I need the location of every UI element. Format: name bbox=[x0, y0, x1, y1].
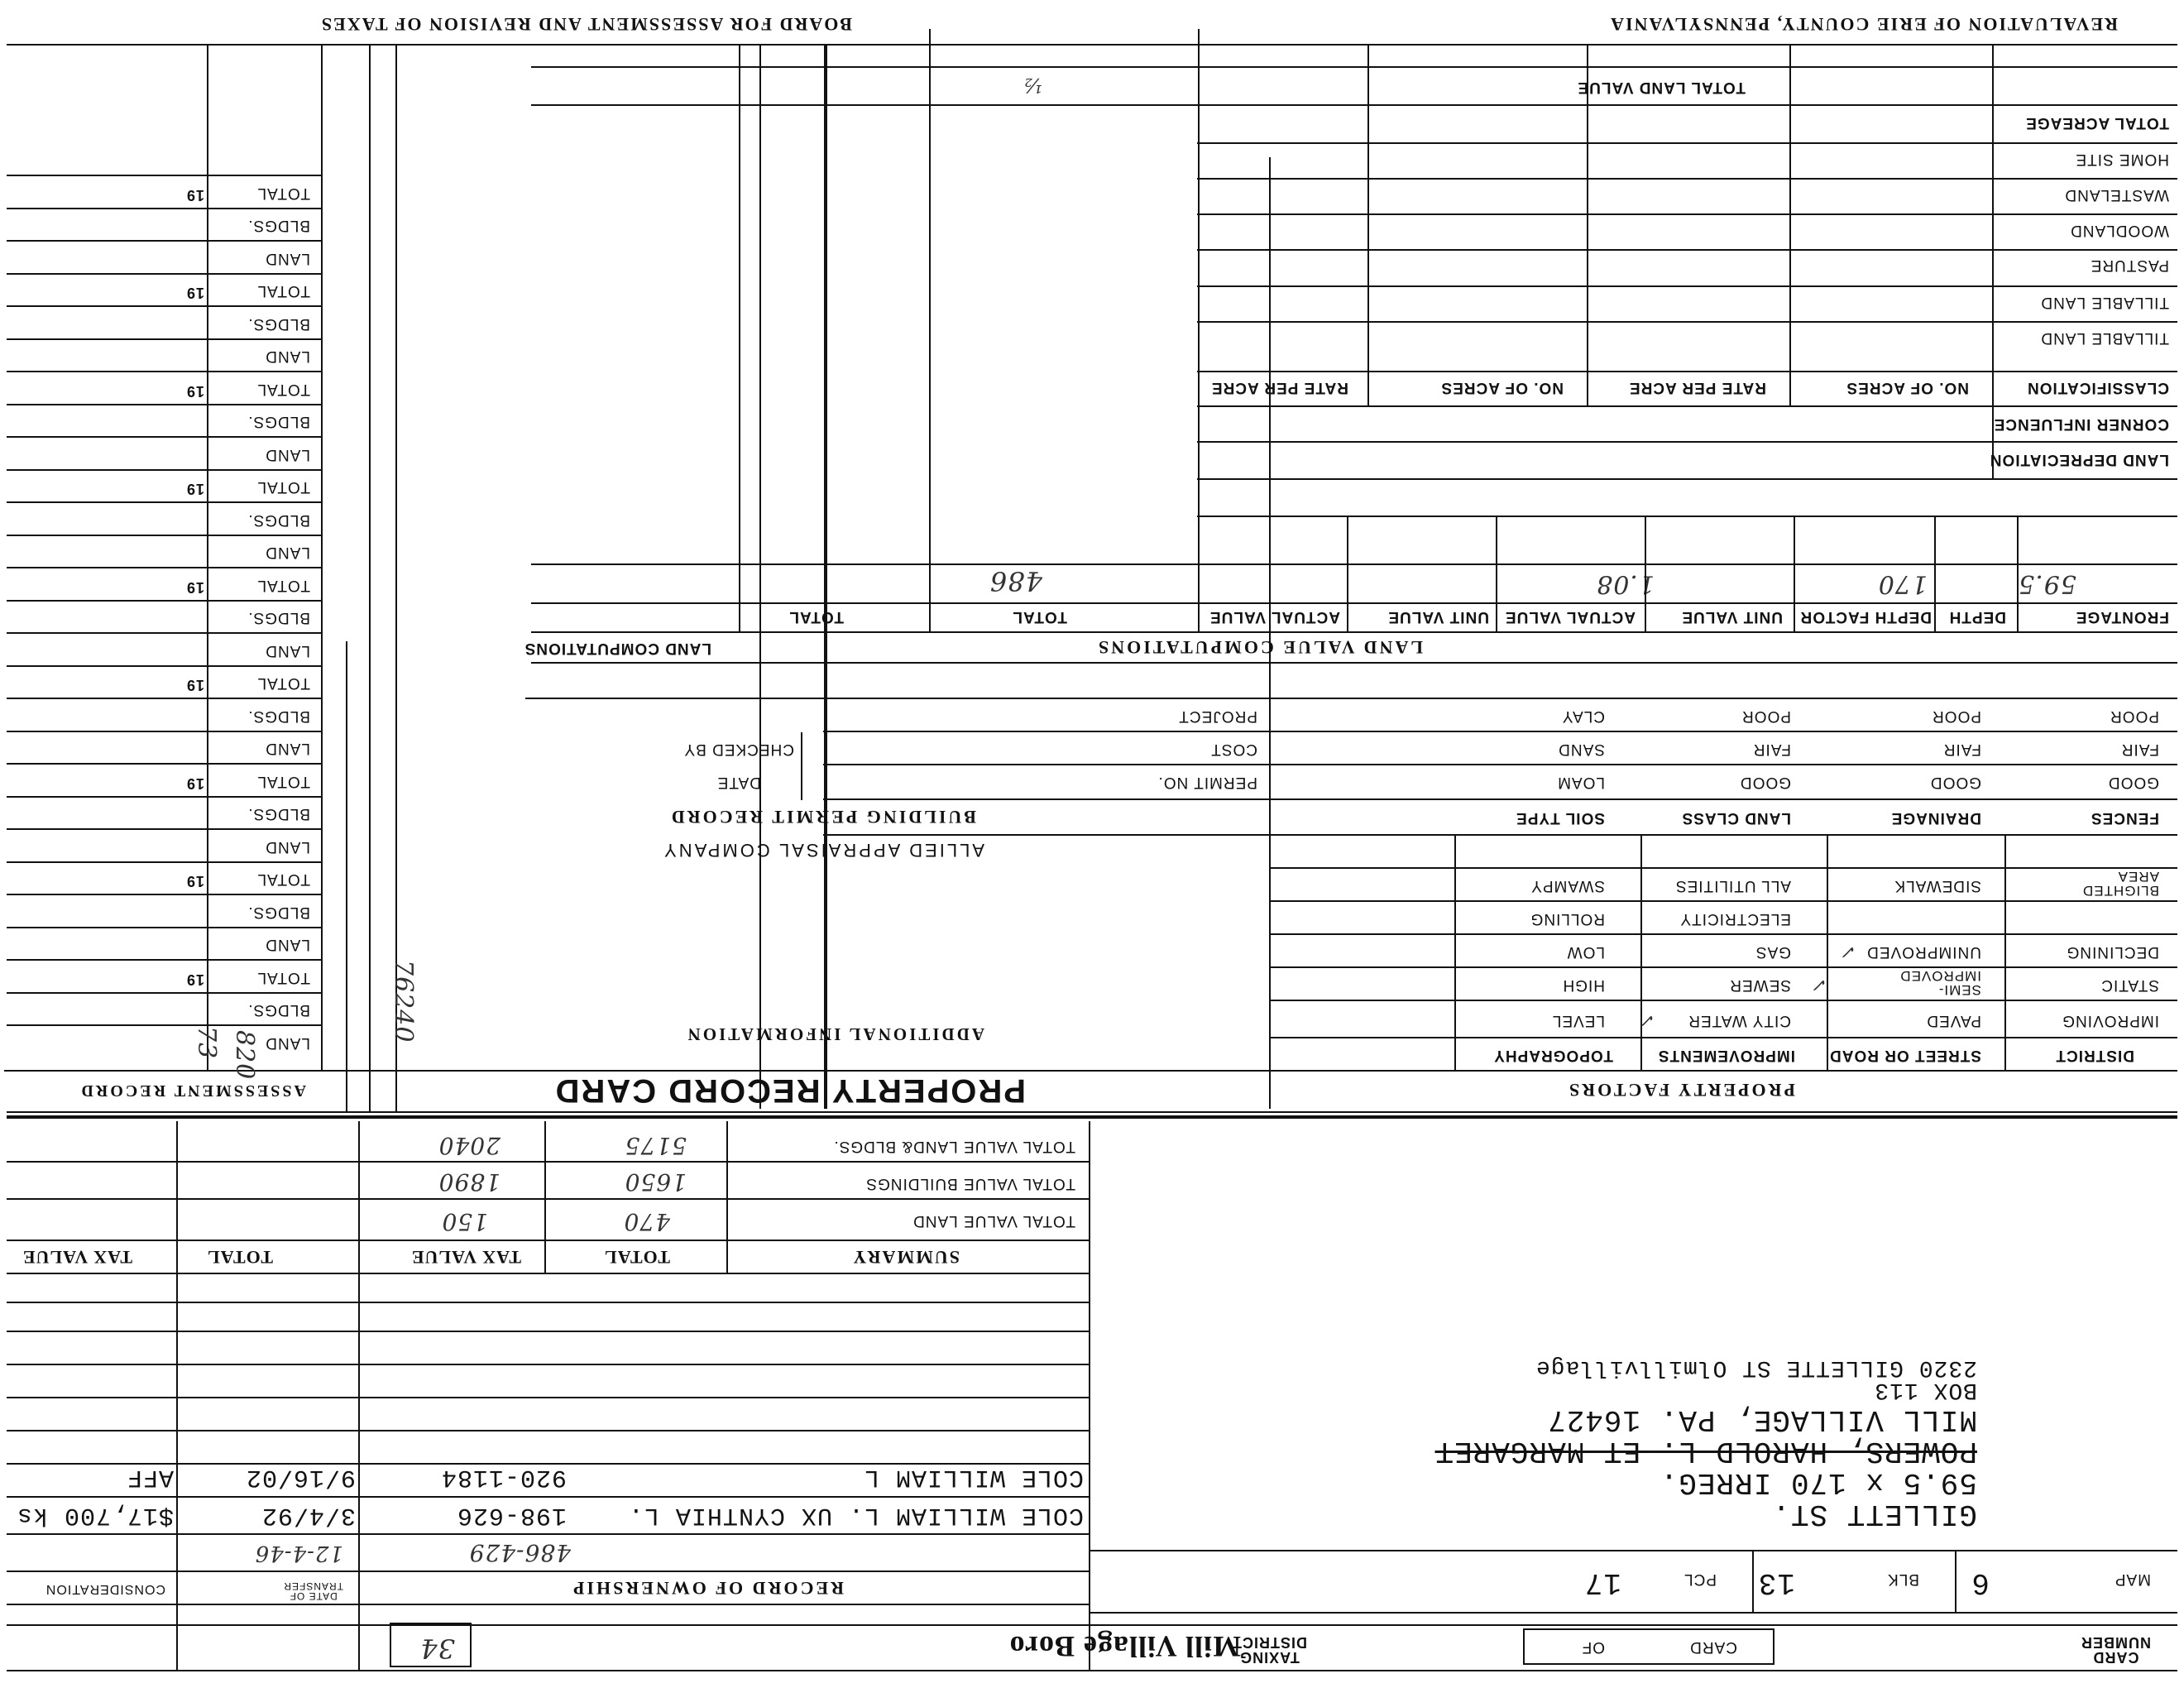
lvc-total-header-2: TOTAL bbox=[788, 608, 844, 626]
corner-influence-label: CORNER INFLUENCE bbox=[1993, 415, 2169, 433]
rule bbox=[1827, 836, 1828, 1072]
drainage-header: DRAINAGE bbox=[1890, 809, 1981, 827]
rule bbox=[7, 1533, 1090, 1535]
summary-land-tax: 150 bbox=[441, 1208, 488, 1235]
rule bbox=[1496, 517, 1497, 633]
classification-label: CLASSIFICATION bbox=[2027, 379, 2169, 396]
address-line-dimensions: 59.5 x 170 IRREG. bbox=[1659, 1465, 1977, 1499]
imp-electricity: ELECTRICITY bbox=[1679, 910, 1791, 928]
rule bbox=[1271, 1000, 2177, 1001]
blk-value: 13 bbox=[1757, 1566, 1795, 1599]
rule bbox=[1198, 29, 1200, 633]
address-line-box: BOX 113 bbox=[1874, 1377, 1977, 1403]
assessment-row-label: BLDGS. bbox=[247, 707, 310, 725]
street-paved: PAVED bbox=[1926, 1012, 1981, 1029]
rule bbox=[7, 404, 323, 405]
assessment-row-label: BLDGS. bbox=[247, 805, 310, 823]
rule bbox=[7, 502, 323, 504]
assessment-row-label: TOTAL bbox=[256, 773, 310, 790]
assessment-year-prefix: 19 bbox=[185, 677, 204, 694]
assessment-row-label: TOTAL bbox=[256, 870, 310, 889]
drainage-fair: FAIR bbox=[1942, 741, 1981, 758]
pasture: PASTURE bbox=[2090, 257, 2169, 274]
rule bbox=[759, 46, 761, 1109]
fences-good: GOOD bbox=[2107, 774, 2159, 791]
rule bbox=[7, 1273, 1090, 1274]
rule bbox=[7, 960, 323, 961]
summary-buildings-tax: 1890 bbox=[438, 1168, 500, 1196]
assessment-row-label: BLDGS. bbox=[247, 1001, 310, 1019]
taxing-district-label: TAXING DISTRICT bbox=[1232, 1634, 1307, 1666]
lvc-unit-value-header-2: UNIT VALUE bbox=[1387, 608, 1489, 626]
rule bbox=[7, 1364, 1090, 1365]
permit-date-label: DATE bbox=[716, 774, 761, 791]
assessment-row-label: LAND bbox=[265, 1034, 310, 1052]
rule bbox=[1090, 1550, 2177, 1551]
ownership-row-3-name: COLE WILLIAM L bbox=[863, 1463, 1084, 1491]
district-code: 34 bbox=[419, 1633, 455, 1664]
tillable-land-1: TILLABLE LAND bbox=[2040, 329, 2169, 347]
improvements-header: IMPROVEMENTS bbox=[1657, 1047, 1795, 1064]
no-of-acres-2: NO. OF ACRES bbox=[1440, 379, 1564, 396]
rule bbox=[7, 764, 323, 765]
permit-no-label: PERMIT NO. bbox=[1157, 774, 1257, 791]
rule bbox=[531, 662, 2177, 664]
rule bbox=[7, 1302, 1090, 1303]
assessment-year-prefix: 19 bbox=[185, 285, 204, 302]
assessment-row-label: LAND bbox=[265, 936, 310, 954]
drainage-good: GOOD bbox=[1929, 774, 1981, 791]
rule bbox=[1197, 478, 2177, 480]
fences-poor: POOR bbox=[2110, 707, 2159, 725]
rule bbox=[7, 1604, 1090, 1605]
rule bbox=[531, 104, 2177, 106]
ownership-row-2-date: 3/4/92 bbox=[261, 1501, 356, 1529]
imp-sewer: SEWER bbox=[1729, 976, 1791, 994]
ownership-consideration-header: CONSIDERATION bbox=[45, 1582, 165, 1596]
building-permit-title: BUILDING PERMIT RECORD bbox=[668, 807, 976, 827]
total-acreage: TOTAL ACREAGE bbox=[2025, 114, 2169, 132]
address-line-city: MILL VILLAGE, PA. 16427 bbox=[1547, 1403, 1977, 1436]
rule bbox=[1955, 1551, 1956, 1614]
assessment-row-label: TOTAL bbox=[256, 478, 310, 496]
ownership-row-3-consideration: AFF bbox=[126, 1463, 174, 1491]
assessment-row-label: LAND bbox=[265, 348, 310, 366]
blk-label: BLK bbox=[1887, 1571, 1919, 1588]
rule bbox=[7, 241, 323, 242]
total-land-value-hand: ½ bbox=[1022, 74, 1042, 97]
rule bbox=[823, 731, 1270, 732]
rule bbox=[739, 46, 740, 633]
assessment-first-year-hand: 73 bbox=[192, 1026, 221, 1060]
home-site: HOME SITE bbox=[2075, 151, 2169, 168]
lvc-depth-header: DEPTH bbox=[1948, 608, 2006, 626]
rule bbox=[7, 44, 2177, 46]
rule bbox=[1197, 213, 2177, 215]
rule bbox=[1794, 517, 1795, 633]
rule bbox=[7, 469, 323, 471]
rule bbox=[207, 46, 208, 1072]
address-line-street: GILLETT ST. bbox=[1771, 1497, 1977, 1531]
property-factors-title: PROPERTY FACTORS bbox=[1566, 1080, 1795, 1101]
summary-total-header-2: TOTAL bbox=[207, 1247, 273, 1268]
rule bbox=[1454, 836, 1456, 1072]
no-of-acres-1: NO. OF ACRES bbox=[1846, 379, 1969, 396]
lvc-total-value: 486 bbox=[989, 565, 1042, 597]
summary-land-total: 470 bbox=[623, 1208, 670, 1235]
rule bbox=[7, 208, 323, 209]
rule bbox=[7, 861, 323, 863]
summary-total-header: TOTAL bbox=[604, 1247, 670, 1268]
land-computations-title: LAND COMPUTATIONS bbox=[524, 640, 711, 657]
assessment-first-land-hand: 820 bbox=[230, 1030, 259, 1081]
rule bbox=[929, 29, 931, 633]
rule bbox=[7, 698, 323, 700]
land-class-poor: POOR bbox=[1741, 707, 1791, 725]
rule bbox=[2017, 517, 2019, 633]
rule bbox=[1271, 933, 2177, 935]
rule bbox=[7, 306, 323, 308]
rule bbox=[7, 338, 323, 340]
imp-all-utilities: ALL UTILITIES bbox=[1674, 877, 1791, 894]
address-line-owner: POWERS, HAROLD L. ET MARGARET bbox=[1434, 1434, 1977, 1468]
rule bbox=[7, 568, 323, 569]
rule bbox=[7, 372, 323, 373]
of-label: OF bbox=[1581, 1638, 1605, 1656]
assessment-row-label: LAND bbox=[265, 446, 310, 463]
rule bbox=[824, 46, 827, 1109]
rule bbox=[1197, 405, 2177, 407]
district-improving: IMPROVING bbox=[2062, 1012, 2159, 1029]
summary-buildings-total: 1650 bbox=[624, 1168, 687, 1196]
map-label: MAP bbox=[2114, 1571, 2151, 1588]
rule bbox=[531, 602, 2177, 604]
pcl-label: PCL bbox=[1684, 1571, 1717, 1588]
assessment-row-label: LAND bbox=[265, 544, 310, 562]
assessment-year-prefix: 19 bbox=[185, 873, 204, 890]
summary-buildings-label: TOTAL VALUE BUILDINGS bbox=[865, 1175, 1075, 1192]
soil-clay: CLAY bbox=[1561, 707, 1605, 725]
land-class-fair: FAIR bbox=[1752, 741, 1791, 758]
project-label: PROJECT bbox=[1178, 707, 1257, 725]
ownership-row-1-book: 486-429 bbox=[468, 1539, 571, 1566]
rule bbox=[7, 1670, 2177, 1671]
assessment-row-label: TOTAL bbox=[256, 381, 310, 398]
rule bbox=[7, 665, 323, 667]
fences-fair: FAIR bbox=[2120, 741, 2159, 758]
lvc-depth-factor-header: DEPTH FACTOR bbox=[1799, 608, 1932, 626]
rate-per-acre-1: RATE PER ACRE bbox=[1628, 379, 1766, 396]
soil-loam: LOAM bbox=[1557, 774, 1605, 791]
rule bbox=[395, 46, 397, 1113]
rule bbox=[1197, 178, 2177, 180]
ownership-row-1-date: 12-4-46 bbox=[254, 1541, 343, 1566]
rule bbox=[321, 46, 323, 1072]
rule bbox=[1197, 249, 2177, 251]
lvc-actual-value-header-2: ACTUAL VALUE bbox=[1209, 608, 1340, 626]
ownership-row-3-date: 9/16/02 bbox=[245, 1463, 356, 1491]
summary-total-total: 5175 bbox=[624, 1132, 687, 1159]
total-land-value-label: TOTAL LAND VALUE bbox=[1577, 79, 1746, 96]
check-mark: ✓ bbox=[1812, 974, 1828, 995]
lvc-unit-value: 1.08 bbox=[1596, 569, 1655, 598]
assessment-year-prefix: 19 bbox=[185, 579, 204, 596]
street-sidewalk: SIDEWALK bbox=[1894, 877, 1981, 894]
rule bbox=[7, 437, 323, 439]
rule bbox=[1271, 1070, 2177, 1072]
rule bbox=[1271, 698, 2177, 699]
rule bbox=[1271, 867, 2177, 869]
rule bbox=[7, 535, 323, 536]
soil-type-header: SOIL TYPE bbox=[1516, 809, 1605, 827]
revaluation-title: REVALUATION OF ERIE COUNTY, PENNSYLVANIA bbox=[1609, 14, 2118, 35]
rule bbox=[7, 600, 323, 602]
summary-total-tax: 2040 bbox=[438, 1132, 500, 1159]
rule bbox=[7, 894, 323, 896]
street-semi-improved: SEMI- IMPROVED bbox=[1899, 968, 1981, 998]
map-value: 6 bbox=[1971, 1566, 1990, 1599]
handwritten-side-number: 76240 bbox=[389, 960, 418, 1043]
rule bbox=[1197, 441, 2177, 443]
rule bbox=[1271, 798, 2177, 800]
rate-per-acre-2: RATE PER ACRE bbox=[1210, 379, 1348, 396]
street-unimproved: UNIMPROVED bbox=[1866, 943, 1981, 961]
rule bbox=[544, 1121, 546, 1274]
allied-appraisal: ALLIED APPRAISAL COMPANY bbox=[662, 840, 984, 861]
rule bbox=[1367, 46, 1369, 407]
soil-sand: SAND bbox=[1558, 741, 1605, 758]
district-header: DISTRICT bbox=[2055, 1047, 2134, 1064]
rule bbox=[1645, 517, 1646, 633]
rule bbox=[7, 796, 323, 798]
land-class-header: LAND CLASS bbox=[1681, 809, 1791, 827]
summary-total-label: TOTAL VALUE LAND& BLDGS. bbox=[833, 1138, 1075, 1155]
property-record-card-title: PROPERTY RECORD CARD bbox=[553, 1072, 1026, 1109]
assessment-year-prefix: 19 bbox=[185, 775, 204, 792]
taxing-district: Mill Village Boro bbox=[1008, 1630, 1241, 1663]
pcl-value: 17 bbox=[1583, 1566, 1621, 1599]
land-class-good: GOOD bbox=[1739, 774, 1791, 791]
assessment-year-prefix: 19 bbox=[185, 187, 204, 204]
permit-cost-label: COST bbox=[1210, 741, 1257, 758]
rule bbox=[7, 633, 323, 635]
rule bbox=[1197, 321, 2177, 323]
rule bbox=[7, 1430, 1090, 1431]
topo-swampy: SWAMPY bbox=[1530, 877, 1605, 894]
rule bbox=[1752, 1551, 1754, 1614]
assessment-row-label: LAND bbox=[265, 250, 310, 267]
rule bbox=[7, 992, 323, 994]
rule bbox=[7, 1397, 1090, 1398]
imp-gas: GAS bbox=[1755, 943, 1791, 961]
rule bbox=[7, 1198, 1090, 1200]
district-declining: DECLINING bbox=[2066, 943, 2159, 961]
district-static: STATIC bbox=[2100, 976, 2159, 994]
wasteland: WASTELAND bbox=[2064, 186, 2169, 204]
address-line-gillette: 2320 GILLETTE ST Olmillvillage bbox=[1535, 1355, 1977, 1380]
rule bbox=[1271, 731, 2177, 732]
assessment-row-label: TOTAL bbox=[256, 282, 310, 300]
rule bbox=[7, 1161, 1090, 1163]
ownership-row-2-consideration: $17,700 ks bbox=[16, 1501, 174, 1529]
rule bbox=[531, 563, 2177, 565]
street-header: STREET OR ROAD bbox=[1829, 1047, 1981, 1064]
district-blighted: BLIGHTED AREA bbox=[2081, 869, 2159, 899]
topo-high: HIGH bbox=[1562, 976, 1605, 994]
rule bbox=[369, 46, 371, 1113]
woodland: WOODLAND bbox=[2070, 222, 2169, 239]
rule bbox=[7, 1571, 1090, 1572]
card-number-label: CARD NUMBER bbox=[2081, 1634, 2151, 1666]
assessment-row-label: TOTAL bbox=[256, 969, 310, 986]
lvc-frontage-value: 59.5 bbox=[2018, 569, 2076, 598]
rule bbox=[7, 1115, 2177, 1119]
rule bbox=[1271, 764, 2177, 765]
rule bbox=[7, 1240, 1090, 1241]
assessment-year-prefix: 19 bbox=[185, 481, 204, 498]
checked-by-label: CHECKED BY bbox=[683, 741, 794, 758]
rule bbox=[531, 66, 2177, 68]
rule bbox=[823, 798, 1270, 800]
rule bbox=[7, 1331, 1090, 1332]
rule bbox=[801, 732, 802, 800]
assessment-row-label: LAND bbox=[265, 740, 310, 758]
lvc-frontage-header: FRONTAGE bbox=[2075, 608, 2169, 626]
rule bbox=[7, 927, 323, 928]
rule bbox=[1271, 1037, 2177, 1038]
rule bbox=[7, 1111, 2177, 1113]
rule bbox=[1587, 46, 1588, 407]
rule bbox=[346, 641, 347, 1113]
assessment-row-label: TOTAL bbox=[256, 674, 310, 693]
rule bbox=[1197, 285, 2177, 287]
rule bbox=[1789, 46, 1791, 407]
additional-information: ADDITIONAL INFORMATION bbox=[685, 1024, 984, 1044]
lvc-title: LAND VALUE COMPUTATIONS bbox=[1096, 637, 1423, 658]
assessment-row-label: BLDGS. bbox=[247, 315, 310, 333]
summary-header: SUMMARY bbox=[851, 1247, 960, 1268]
rule bbox=[1197, 142, 2177, 144]
summary-tax-header: TAX VALUE bbox=[410, 1247, 521, 1268]
assessment-row-label: LAND bbox=[265, 642, 310, 659]
fences-header: FENCES bbox=[2090, 809, 2159, 827]
assessment-row-label: BLDGS. bbox=[247, 904, 310, 921]
rule bbox=[1197, 516, 2177, 517]
rule bbox=[525, 698, 1270, 699]
rule bbox=[7, 1025, 323, 1027]
lvc-depth-value: 170 bbox=[1877, 569, 1928, 598]
rule bbox=[2004, 836, 2006, 1072]
ownership-row-2-book: 198-626 bbox=[456, 1501, 567, 1529]
imp-city-water: CITY WATER bbox=[1688, 1012, 1791, 1029]
assessment-row-label: BLDGS. bbox=[247, 609, 310, 627]
assessment-row-label: LAND bbox=[265, 838, 310, 856]
ownership-row-2-name: COLE WILLIAM L. UX CYNTHIA L. bbox=[627, 1501, 1084, 1529]
drainage-poor: POOR bbox=[1932, 707, 1981, 725]
assessment-row-label: TOTAL bbox=[256, 577, 310, 594]
assessment-row-label: BLDGS. bbox=[247, 413, 310, 431]
check-mark: ✓ bbox=[1841, 941, 1857, 961]
rule bbox=[1271, 966, 2177, 968]
ownership-date-header: DATE OF TRANSFER bbox=[283, 1580, 343, 1602]
rule bbox=[1090, 1612, 2177, 1614]
lvc-total-header: TOTAL bbox=[1012, 608, 1067, 626]
rule bbox=[1197, 371, 2177, 372]
rule bbox=[726, 1121, 728, 1274]
rule bbox=[823, 834, 1270, 836]
rule bbox=[7, 1496, 1090, 1498]
rule bbox=[7, 829, 323, 831]
tillable-land-2: TILLABLE LAND bbox=[2040, 294, 2169, 311]
topo-level: LEVEL bbox=[1551, 1012, 1605, 1029]
rule bbox=[1934, 517, 1936, 633]
assessment-year-prefix: 19 bbox=[185, 383, 204, 400]
lvc-actual-value-header: ACTUAL VALUE bbox=[1504, 608, 1636, 626]
rule bbox=[1992, 46, 1994, 480]
summary-land-label: TOTAL VALUE LAND bbox=[912, 1212, 1075, 1230]
rule bbox=[1271, 900, 2177, 902]
summary-tax-header-2: TAX VALUE bbox=[22, 1247, 132, 1268]
rule bbox=[1347, 517, 1348, 633]
assessment-record-title: ASSESSMENT RECORD bbox=[79, 1081, 306, 1100]
rule bbox=[531, 631, 2177, 633]
check-mark: ✓ bbox=[1640, 1009, 1656, 1030]
assessment-row-label: BLDGS. bbox=[247, 511, 310, 529]
board-title: BOARD FOR ASSESSMENT AND REVISION OF TAXES bbox=[319, 14, 852, 35]
card-label: CARD bbox=[1689, 1638, 1737, 1656]
ownership-row-3-book: 920-1184 bbox=[440, 1463, 567, 1491]
assessment-row-label: BLDGS. bbox=[247, 217, 310, 235]
topo-low: LOW bbox=[1566, 943, 1605, 961]
land-depreciation-label: LAND DEPRECIATION bbox=[1989, 451, 2169, 468]
assessment-year-prefix: 19 bbox=[185, 971, 204, 988]
ownership-title: RECORD OF OWNERSHIP bbox=[571, 1578, 844, 1599]
rule bbox=[823, 764, 1270, 765]
rule bbox=[1640, 836, 1642, 1072]
rule bbox=[7, 273, 323, 275]
rule bbox=[7, 731, 323, 732]
rule bbox=[1271, 834, 2177, 836]
assessment-row-label: TOTAL bbox=[256, 185, 310, 202]
rule bbox=[4, 1070, 1270, 1072]
rule bbox=[7, 1624, 2177, 1626]
rule bbox=[7, 175, 323, 177]
topography-header: TOPOGRAPHY bbox=[1493, 1047, 1613, 1064]
lvc-unit-value-header: UNIT VALUE bbox=[1681, 608, 1783, 626]
topo-rolling: ROLLING bbox=[1530, 910, 1605, 928]
